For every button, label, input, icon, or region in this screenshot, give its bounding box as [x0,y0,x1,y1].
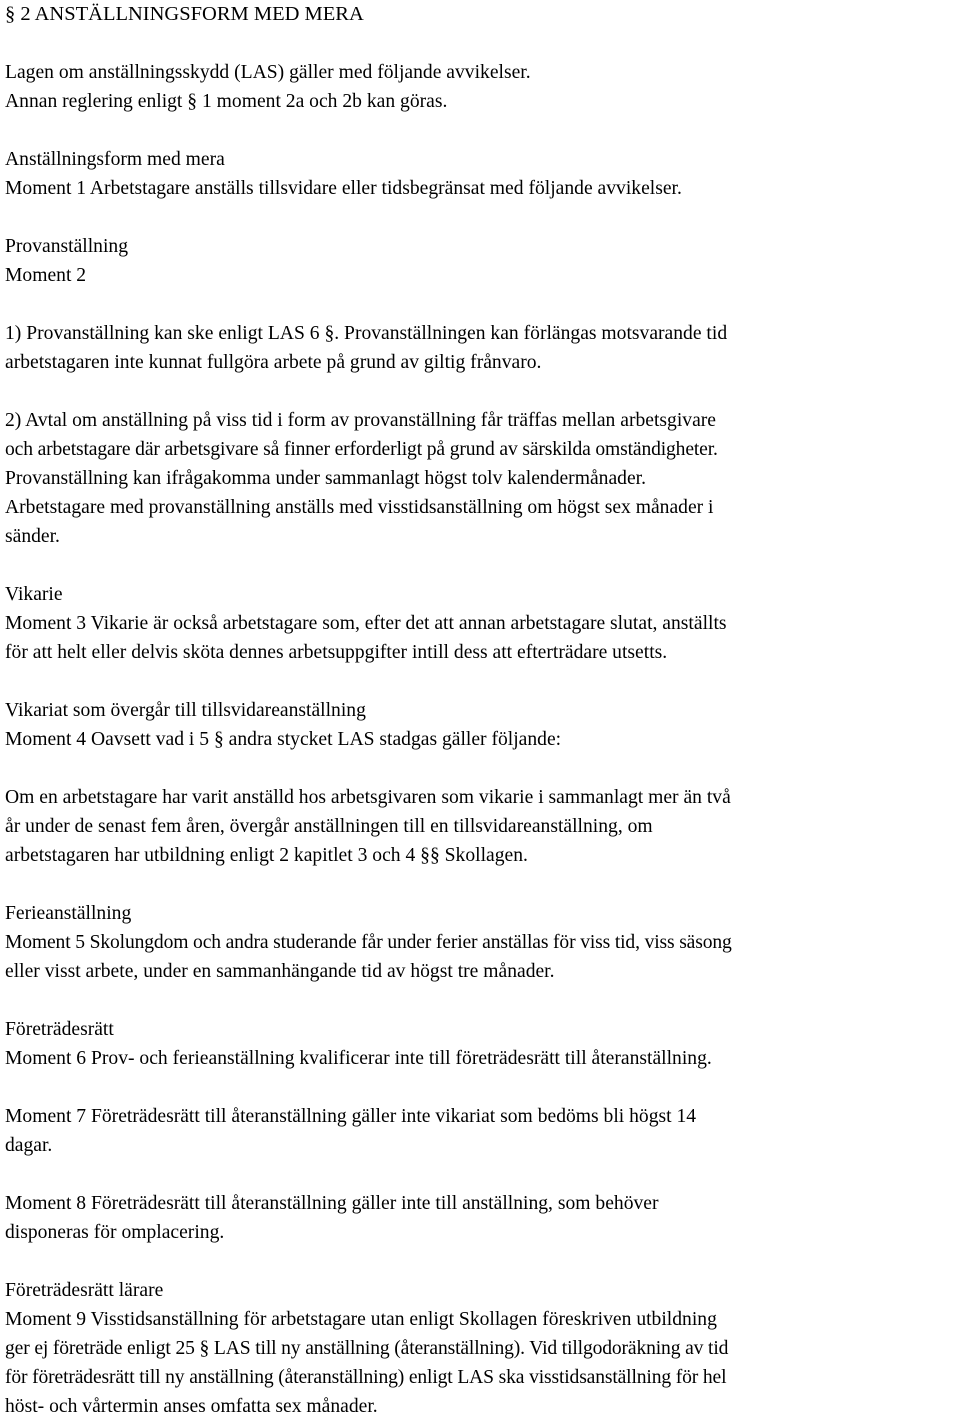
paragraph-gap [5,1160,957,1189]
moment-4-rule-line-1: Om en arbetstagare har varit anställd hos arbetsgivaren som vikarie i sammanlagt mer än två [5,787,731,808]
moment-2-item-1-line-2: arbetstagaren inte kunnat fullgöra arbete på grund av giltig frånvaro. [5,352,542,373]
paragraph-gap [5,551,957,580]
moment-2-item-1-line-1: 1) Provanställning kan ske enligt LAS 6 §. Provanställningen kan förlängas motsvarande tid [5,323,728,344]
moment-2-item-2-line-5: sänder. [5,526,60,547]
moment-9-line-3: för företrädesrätt till ny anställning (återanställning) enligt LAS ska visstidsanställning för hel [5,1367,727,1388]
paragraph-gap [5,986,957,1015]
moment-4-text: Moment 4 Oavsett vad i 5 § andra stycket LAS stadgas gäller följande: [5,729,562,750]
moment-9-line-2: ger ej företräde enligt 25 § LAS till ny anställning (återanställning). Vid tillgodoräkning av tid [5,1338,729,1359]
moment-9-line-1: Moment 9 Visstidsanställning för arbetstagare utan enligt Skollagen föreskriven utbildning [5,1309,717,1330]
paragraph-gap [5,290,957,319]
moment-6-text: Moment 6 Prov- och ferieanställning kvalificerar inte till företrädesrätt till återanställning. [5,1048,712,1069]
moment-2-item-2-line-1: 2) Avtal om anställning på viss tid i form av provanställning får träffas mellan arbetsgivare [5,410,716,431]
intro-line-1: Lagen om anställningsskydd (LAS) gäller med följande avvikelser. [5,62,531,83]
paragraph-gap [5,1247,957,1276]
paragraph-gap [5,377,957,406]
moment-3-line-1: Moment 3 Vikarie är också arbetstagare som, efter det att annan arbetstagare slutat, anställts [5,613,727,634]
moment-1-text: Moment 1 Arbetstagare anställs tillsvidare eller tidsbegränsat med följande avvikelser. [5,178,682,199]
moment-4-rule-line-3: arbetstagaren har utbildning enligt 2 kapitlet 3 och 4 §§ Skollagen. [5,845,528,866]
subheading-vikarie: Vikarie [5,584,63,605]
paragraph-gap [5,116,957,145]
subheading-vikariat: Vikariat som övergår till tillsvidareanställning [5,700,366,721]
subheading-foretradesratt: Företrädesrätt [5,1019,114,1040]
moment-5-line-1: Moment 5 Skolungdom och andra studerande får under ferier anställas för viss tid, viss säsong [5,932,732,953]
intro-line-2: Annan reglering enligt § 1 moment 2a och 2b kan göras. [5,91,448,112]
subheading-provanstallning: Provanställning [5,236,128,257]
paragraph-gap [5,754,957,783]
moment-7-line-2: dagar. [5,1135,53,1156]
section-heading: § 2 ANSTÄLLNINGSFORM MED MERA [5,3,364,25]
document-page [5,0,957,1421]
moment-5-line-2: eller visst arbete, under en sammanhängande tid av högst tre månader. [5,961,555,982]
paragraph-gap [5,870,957,899]
moment-2-item-2-line-3: Provanställning kan ifrågakomma under sammanlagt högst tolv kalendermånader. [5,468,646,489]
moment-2-item-2-line-4: Arbetstagare med provanställning anställs med visstidsanställning om högst sex månader i [5,497,714,518]
moment-2-item-2-line-2: och arbetstagare där arbetsgivare så finner erforderligt på grund av särskilda omständigheter. [5,439,718,460]
paragraph-gap [5,667,957,696]
moment-8-line-2: disponeras för omplacering. [5,1222,225,1243]
moment-4-rule-line-2: år under de senast fem åren, övergår anställningen till en tillsvidareanställning, om [5,816,653,837]
moment-2-label: Moment 2 [5,265,87,286]
moment-9-line-4: höst- och vårtermin anses omfatta sex månader. [5,1396,378,1417]
moment-3-line-2: för att helt eller delvis sköta dennes arbetsuppgifter intill dess att efterträdare utsetts. [5,642,668,663]
paragraph-gap [5,203,957,232]
moment-7-line-1: Moment 7 Företrädesrätt till återanställning gäller inte vikariat som bedöms bli högst 14 [5,1106,697,1127]
moment-8-line-1: Moment 8 Företrädesrätt till återanställning gäller inte till anställning, som behöver [5,1193,659,1214]
subheading-foretradesratt-larare: Företrädesrätt lärare [5,1280,164,1301]
subheading-anstallningsform: Anställningsform med mera [5,149,225,170]
subheading-ferieanstallning: Ferieanställning [5,903,132,924]
paragraph-gap [5,1073,957,1102]
paragraph-gap [5,29,957,58]
